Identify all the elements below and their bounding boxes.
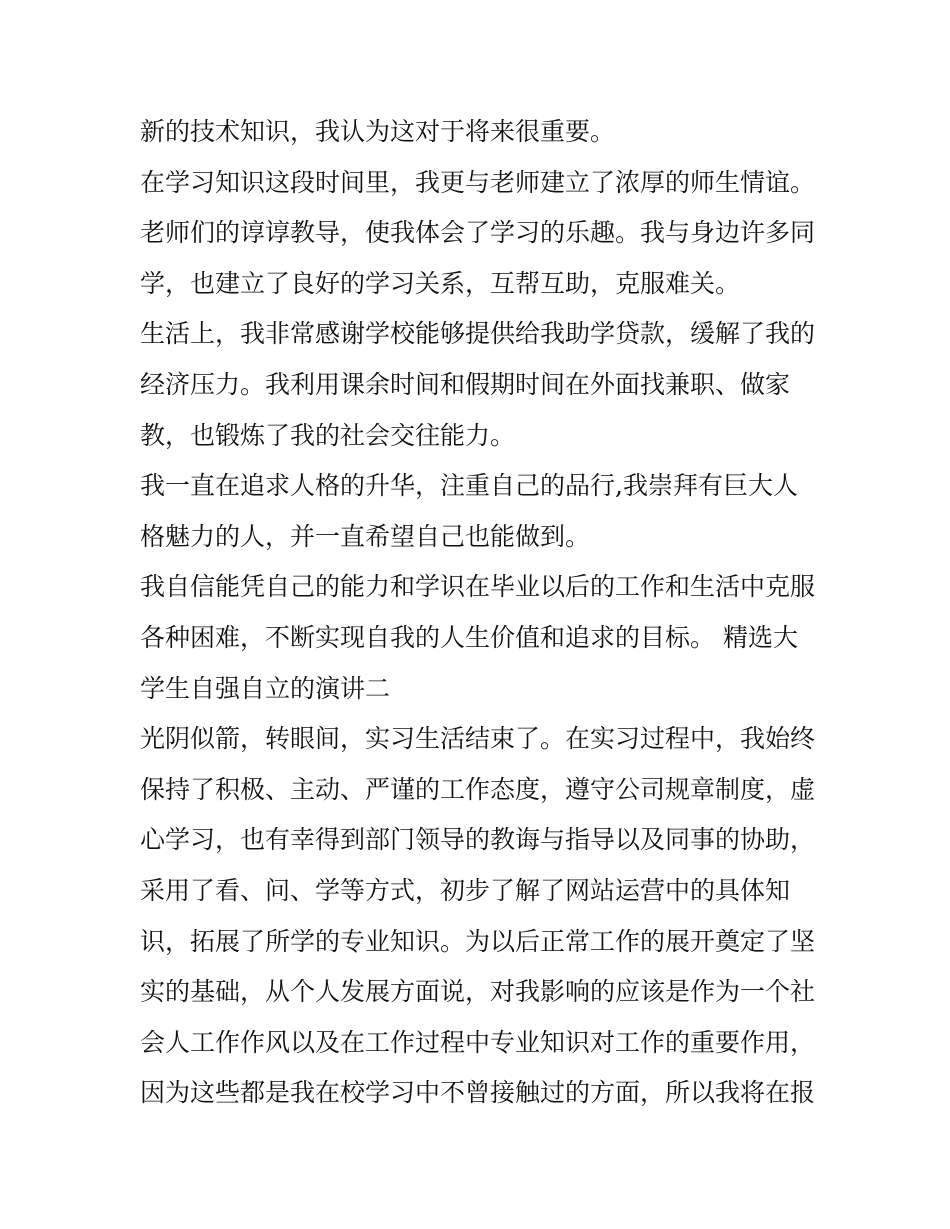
text-line-1: 新的技术知识，我认为这对于将来很重要。 xyxy=(140,117,616,146)
section-title-line: 学生自强自立的演讲二 xyxy=(140,673,391,703)
text-line-13: 光阴似箭，转眼间，实习生活结束了。在实习过程中，我始终 xyxy=(140,724,816,754)
text-line-4: 学，也建立了良好的学习关系，互帮互助，克服难关。 xyxy=(140,268,741,298)
text-line-17: 识，拓展了所学的专业知识。为以后正常工作的展开奠定了坚 xyxy=(140,926,816,956)
text-line-18: 实的基础，从个人发展方面说，对我影响的应该是作为一个社 xyxy=(140,977,816,1007)
text-line-14: 保持了积极、主动、严谨的工作态度，遵守公司规章制度，虚 xyxy=(140,774,816,804)
text-line-20: 因为这些都是我在校学习中不曾接触过的方面，所以我将在报 xyxy=(140,1078,816,1108)
text-line-7: 教，也锻炼了我的社会交往能力。 xyxy=(140,420,516,450)
text-line-11: 各种困难，不断实现自我的人生价值和追求的目标。 精选大 xyxy=(140,622,798,652)
text-line-19: 会人工作作风以及在工作过程中专业知识对工作的重要作用， xyxy=(140,1027,816,1057)
text-line-6: 经济压力。我利用课余时间和假期时间在外面找兼职、做家 xyxy=(140,369,791,399)
text-line-8: 我一直在追求人格的升华，注重自己的品行,我崇拜有巨大人 xyxy=(140,471,798,501)
text-line-16: 采用了看、问、学等方式，初步了解了网站运营中的具体知 xyxy=(140,875,791,905)
document-text-body xyxy=(140,107,830,1119)
text-line-2: 在学习知识这段时间里，我更与老师建立了浓厚的师生情谊。 xyxy=(140,167,816,197)
text-line-15: 心学习，也有幸得到部门领导的教诲与指导以及同事的协助， xyxy=(140,825,816,855)
text-line-10: 我自信能凭自己的能力和学识在毕业以后的工作和生活中克服 xyxy=(140,572,816,602)
text-line-9: 格魅力的人，并一直希望自己也能做到。 xyxy=(140,521,591,551)
text-line-5: 生活上，我非常感谢学校能够提供给我助学贷款，缓解了我的 xyxy=(140,319,816,349)
text-line-3: 老师们的谆谆教导，使我体会了学习的乐趣。我与身边许多同 xyxy=(140,218,816,248)
